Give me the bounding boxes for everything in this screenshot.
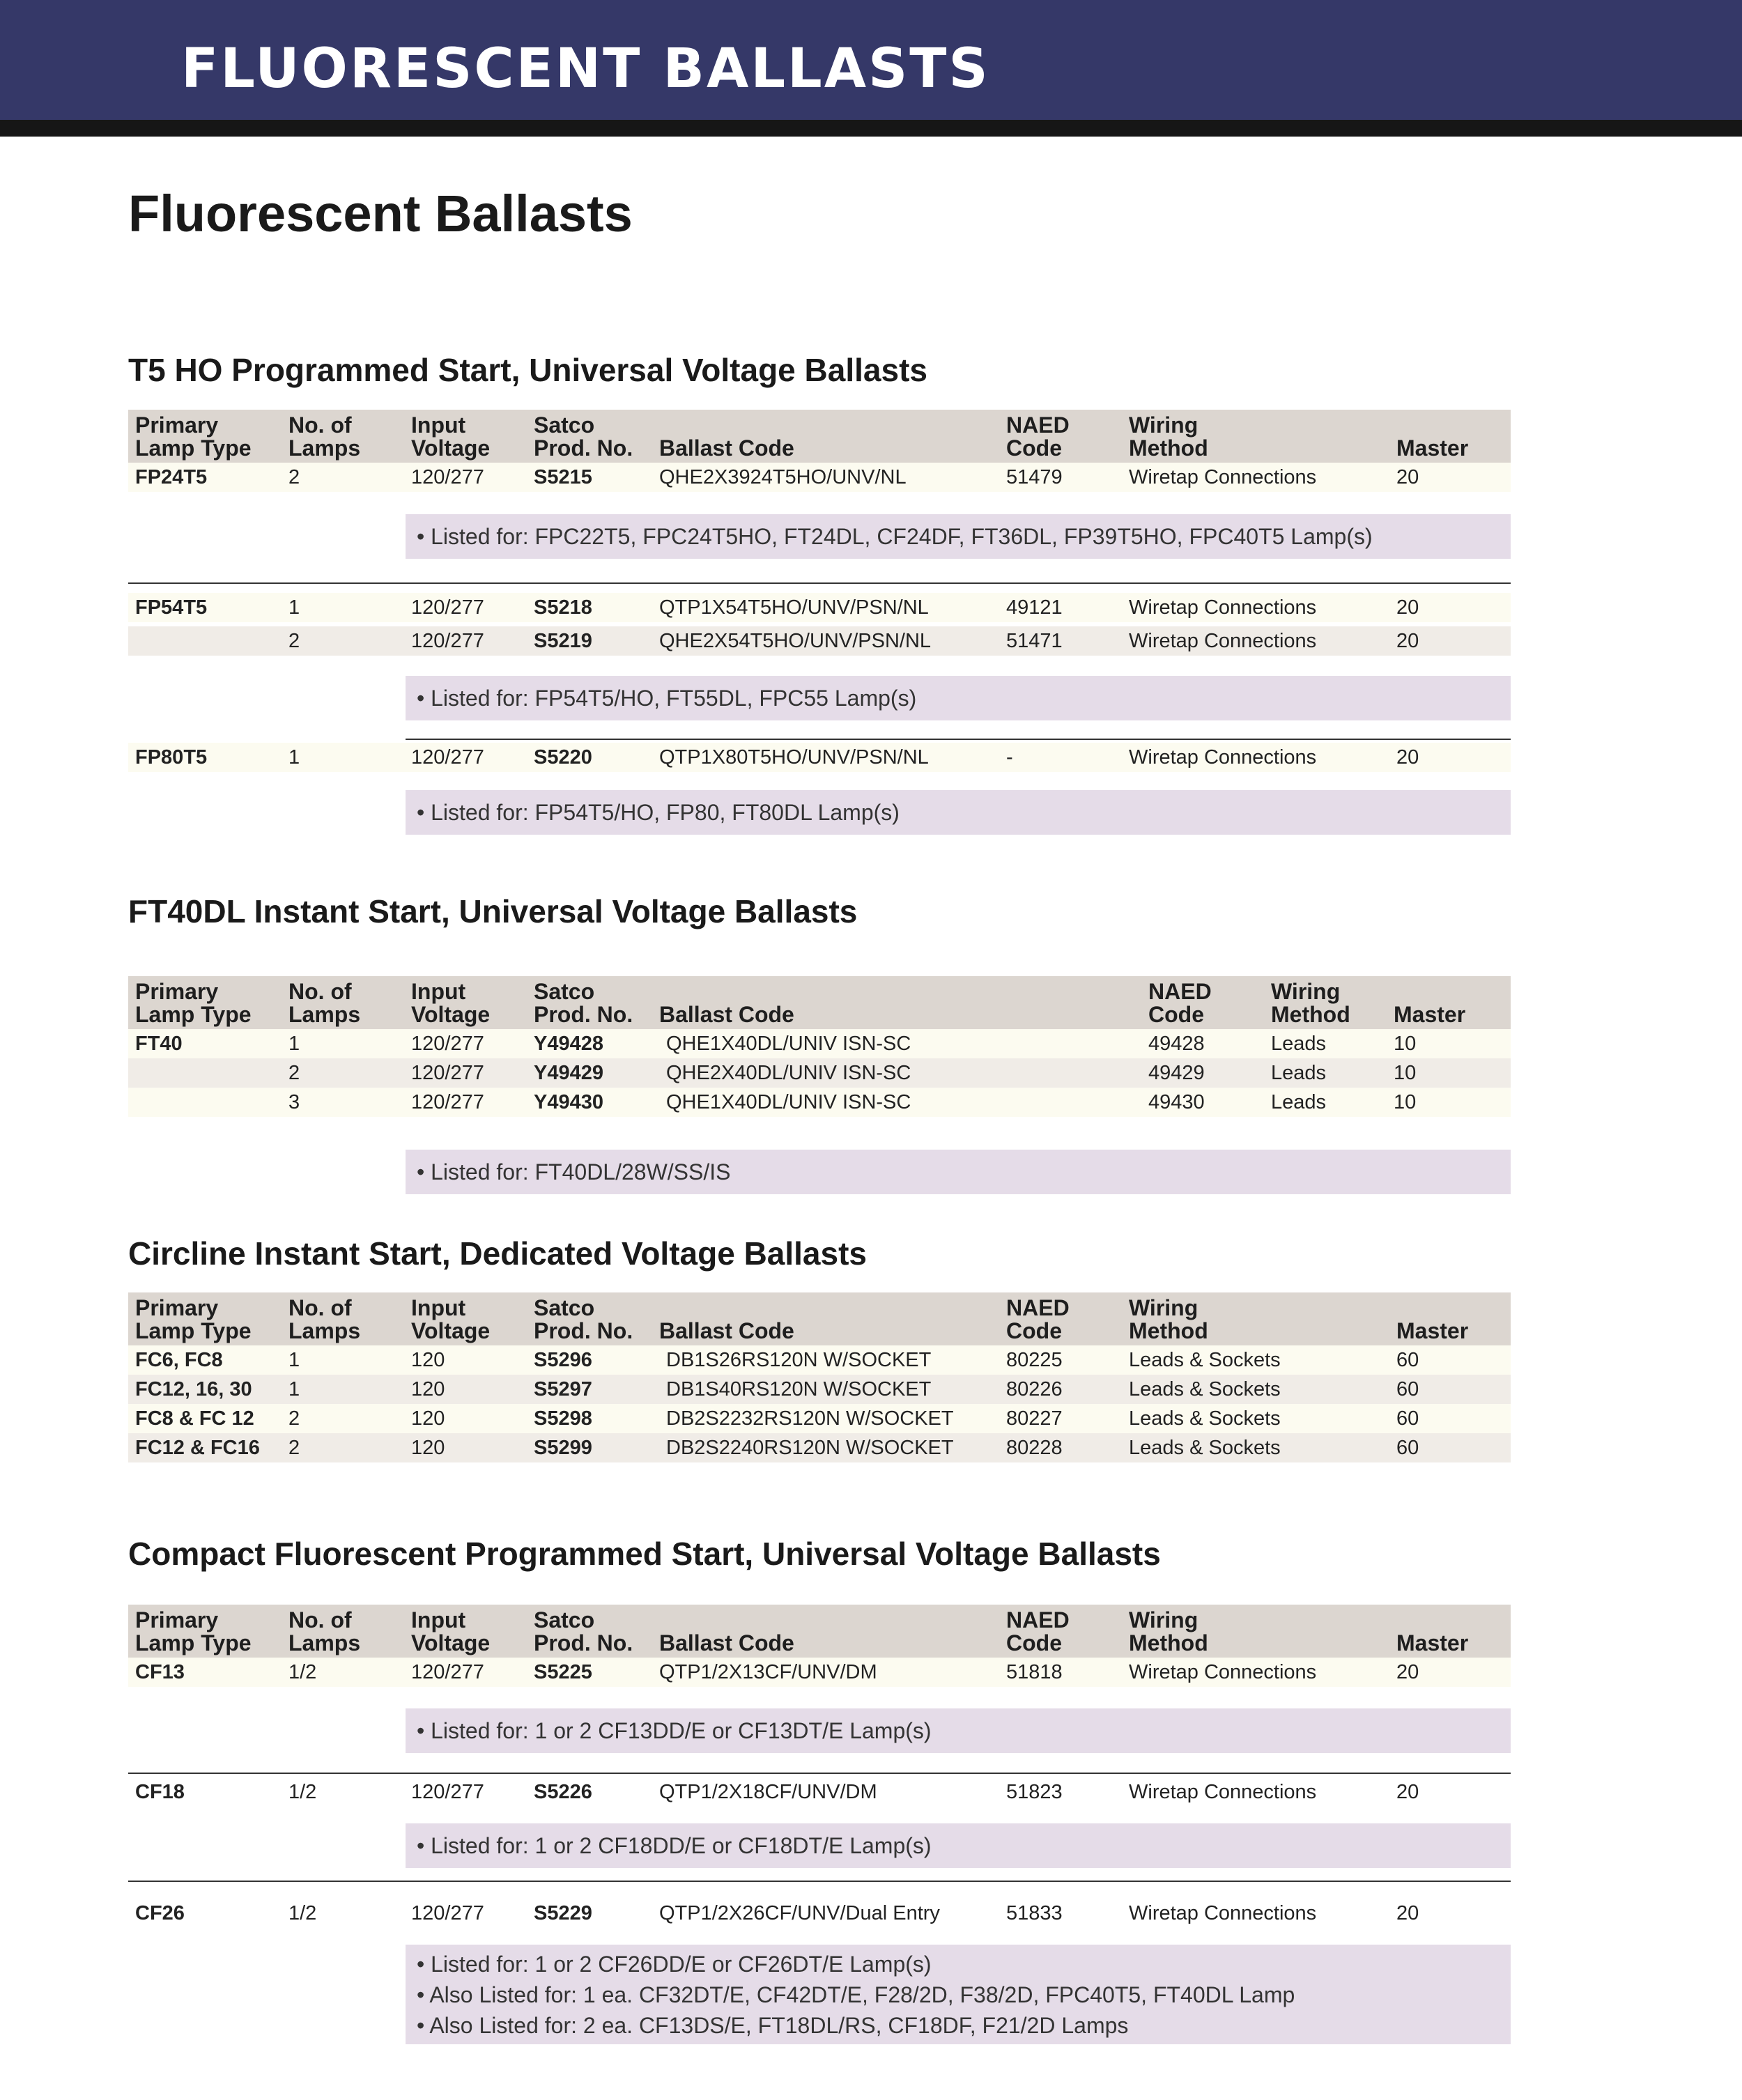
header-text: Voltage — [411, 1318, 491, 1343]
note-text: • Listed for: FP54T5/HO, FT55DL, FPC55 Lamp(s) — [417, 686, 917, 711]
cell-prod: S5215 — [534, 466, 592, 488]
cell-naed: 51818 — [1006, 1661, 1063, 1683]
header-text: Satco — [534, 412, 595, 438]
row-divider — [406, 739, 1511, 740]
col-header-lamps — [288, 980, 360, 1026]
table-header — [128, 1292, 1511, 1345]
col-header-lamp-type — [135, 980, 252, 1026]
header-text: Voltage — [411, 1630, 491, 1655]
col-header-wiring — [1129, 1609, 1208, 1655]
cell-voltage: 120/277 — [411, 466, 484, 488]
cell-lamp-type: CF26 — [135, 1902, 185, 1924]
cell-ballast: QTP1/2X13CF/UNV/DM — [659, 1661, 877, 1683]
cell-master: 60 — [1396, 1378, 1419, 1400]
cell-ballast: QHE2X3924T5HO/UNV/NL — [659, 466, 907, 488]
table-row — [128, 1777, 1511, 1807]
cell-wiring: Leads — [1271, 1033, 1327, 1055]
cell-wiring: Leads & Sockets — [1129, 1437, 1281, 1459]
col-header-master: Master — [1396, 1630, 1469, 1655]
banner-divider — [0, 120, 1742, 137]
cell-master: 20 — [1396, 1781, 1419, 1803]
cell-lamps: 1 — [288, 746, 300, 769]
col-header-naed — [1006, 1297, 1070, 1343]
col-header-lamp-type — [135, 414, 252, 460]
listed-for-note — [406, 1945, 1511, 2044]
col-header-ballast: Ballast Code — [659, 1002, 794, 1027]
table-row — [128, 1088, 1511, 1117]
cell-lamps: 1 — [288, 1349, 300, 1371]
col-header-master: Master — [1396, 435, 1469, 461]
col-header-naed — [1006, 414, 1070, 460]
table-row — [128, 1058, 1511, 1088]
table-row — [128, 1658, 1511, 1687]
header-text: Primary — [135, 412, 219, 438]
note-text: • Listed for: FPC22T5, FPC24T5HO, FT24DL, CF24DF, FT36DL, FP39T5HO, FPC40T5 Lamp(s) — [417, 524, 1373, 549]
row-divider — [128, 582, 1511, 584]
header-text: Code — [1148, 1002, 1204, 1027]
header-text: NAED — [1006, 1607, 1070, 1632]
listed-for-note — [406, 514, 1511, 559]
listed-for-note — [406, 1823, 1511, 1868]
header-text: Lamps — [288, 1318, 361, 1343]
note-text: • Listed for: 1 or 2 CF18DD/E or CF18DT/E Lamp(s) — [417, 1833, 932, 1858]
table-row — [128, 463, 1511, 492]
cell-lamps: 2 — [288, 1407, 300, 1430]
header-text: Input — [411, 412, 466, 438]
header-text: Method — [1271, 1002, 1350, 1027]
header-text: Code — [1006, 435, 1062, 461]
table-header — [128, 1605, 1511, 1658]
table-row — [128, 1375, 1511, 1404]
header-text: Code — [1006, 1318, 1062, 1343]
header-text: Lamp Type — [135, 1630, 252, 1655]
cell-naed: 80225 — [1006, 1349, 1063, 1371]
cell-lamps: 2 — [288, 1437, 300, 1459]
cell-lamps: 2 — [288, 1062, 300, 1084]
listed-for-note — [406, 676, 1511, 720]
cell-lamp-type: FC6, FC8 — [135, 1349, 223, 1371]
cell-wiring: Wiretap Connections — [1129, 746, 1317, 769]
header-text: No. of — [288, 1295, 352, 1320]
cell-voltage: 120/277 — [411, 1781, 484, 1803]
header-text: Code — [1006, 1630, 1062, 1655]
cell-master: 20 — [1396, 746, 1419, 769]
header-text: No. of — [288, 412, 352, 438]
col-header-lamps — [288, 1609, 360, 1655]
listed-for-note — [406, 1708, 1511, 1753]
col-header-master: Master — [1396, 1318, 1469, 1343]
cell-master: 20 — [1396, 1661, 1419, 1683]
cell-naed: 51479 — [1006, 466, 1063, 488]
col-header-naed — [1006, 1609, 1070, 1655]
cell-ballast: DB2S2232RS120N W/SOCKET — [666, 1407, 954, 1430]
section-title-circline: Circline Instant Start, Dedicated Voltage Ballasts — [128, 1235, 867, 1272]
cell-ballast: QHE1X40DL/UNIV ISN-SC — [666, 1091, 911, 1113]
cell-lamps: 1 — [288, 1033, 300, 1055]
header-text: No. of — [288, 1607, 352, 1632]
cell-wiring: Leads & Sockets — [1129, 1378, 1281, 1400]
header-text: Lamps — [288, 1002, 361, 1027]
cell-lamp-type: FC8 & FC 12 — [135, 1407, 254, 1430]
cell-wiring: Wiretap Connections — [1129, 596, 1317, 619]
cell-lamps: 2 — [288, 466, 300, 488]
cell-master: 20 — [1396, 1902, 1419, 1924]
cell-prod: S5219 — [534, 630, 592, 652]
section-title-ft40dl: FT40DL Instant Start, Universal Voltage Ballasts — [128, 893, 858, 929]
cell-voltage: 120/277 — [411, 1661, 484, 1683]
section-title-compact-fluorescent: Compact Fluorescent Programmed Start, Universal Voltage Ballasts — [128, 1536, 1161, 1572]
header-text: Satco — [534, 1607, 595, 1632]
cell-prod: Y49428 — [534, 1033, 603, 1055]
cell-voltage: 120/277 — [411, 746, 484, 769]
table-row — [128, 1433, 1511, 1462]
cell-master: 60 — [1396, 1407, 1419, 1430]
note-text: • Listed for: 1 or 2 CF26DD/E or CF26DT/E Lamp(s) — [417, 1952, 932, 1977]
col-header-prod — [534, 980, 633, 1026]
header-text: Primary — [135, 1295, 219, 1320]
col-header-voltage — [411, 980, 490, 1026]
table-row — [128, 1404, 1511, 1433]
cell-naed: 80226 — [1006, 1378, 1063, 1400]
row-divider — [128, 1881, 1511, 1882]
banner-title: FLUORESCENT BALLASTS — [181, 38, 990, 100]
cell-ballast: DB2S2240RS120N W/SOCKET — [666, 1437, 954, 1459]
cell-naed: 51823 — [1006, 1781, 1063, 1803]
header-text: Method — [1129, 435, 1208, 461]
cell-lamps: 1/2 — [288, 1781, 317, 1803]
cell-master: 10 — [1394, 1062, 1417, 1084]
header-text: NAED — [1006, 412, 1070, 438]
col-header-voltage — [411, 1609, 490, 1655]
header-text: Input — [411, 1607, 466, 1632]
cell-lamp-type: CF18 — [135, 1781, 185, 1803]
cell-wiring: Wiretap Connections — [1129, 1902, 1317, 1924]
cell-lamp-type: FT40 — [135, 1033, 183, 1055]
cell-naed: 80227 — [1006, 1407, 1063, 1430]
cell-wiring: Leads — [1271, 1091, 1327, 1113]
cell-ballast: QHE2X54T5HO/UNV/PSN/NL — [659, 630, 932, 652]
cell-lamps: 3 — [288, 1091, 300, 1113]
header-text: NAED — [1148, 979, 1212, 1004]
cell-lamps: 2 — [288, 630, 300, 652]
cell-voltage: 120/277 — [411, 596, 484, 619]
header-text: Satco — [534, 979, 595, 1004]
cell-lamps: 1/2 — [288, 1661, 317, 1683]
cell-ballast: QTP1/2X18CF/UNV/DM — [659, 1781, 877, 1803]
cell-wiring: Leads — [1271, 1062, 1327, 1084]
cell-master: 20 — [1396, 596, 1419, 619]
header-text: Wiring — [1271, 979, 1341, 1004]
cell-ballast: QHE1X40DL/UNIV ISN-SC — [666, 1033, 911, 1055]
note-text: • Listed for: 1 or 2 CF13DD/E or CF13DT/E Lamp(s) — [417, 1718, 932, 1743]
col-header-prod — [534, 1609, 633, 1655]
header-text: Wiring — [1129, 1607, 1198, 1632]
cell-prod: Y49429 — [534, 1062, 603, 1084]
cell-lamps: 1 — [288, 596, 300, 619]
header-text: Prod. No. — [534, 1630, 633, 1655]
cell-prod: S5299 — [534, 1437, 592, 1459]
page-title: Fluorescent Ballasts — [128, 185, 633, 242]
cell-voltage: 120 — [411, 1349, 445, 1371]
table-header — [128, 976, 1511, 1029]
header-text: Primary — [135, 1607, 219, 1632]
col-header-ballast: Ballast Code — [659, 1630, 794, 1655]
cell-voltage: 120/277 — [411, 630, 484, 652]
header-text: Voltage — [411, 1002, 491, 1027]
col-header-lamps — [288, 414, 360, 460]
cell-voltage: 120/277 — [411, 1902, 484, 1924]
header-text: Prod. No. — [534, 435, 633, 461]
table-row — [128, 1345, 1511, 1375]
note-text: • Listed for: FT40DL/28W/SS/IS — [417, 1159, 731, 1184]
col-header-master: Master — [1394, 1002, 1466, 1027]
header-text: Method — [1129, 1318, 1208, 1343]
header-text: Input — [411, 1295, 466, 1320]
header-text: No. of — [288, 979, 352, 1004]
cell-prod: S5218 — [534, 596, 592, 619]
cell-master: 60 — [1396, 1349, 1419, 1371]
note-text: • Also Listed for: 1 ea. CF32DT/E, CF42DT/E, F28/2D, F38/2D, FPC40T5, FT40DL Lamp — [417, 1982, 1295, 2007]
cell-prod: Y49430 — [534, 1091, 603, 1113]
cell-ballast: QTP1/2X26CF/UNV/Dual Entry — [659, 1902, 940, 1924]
cell-prod: S5220 — [534, 746, 592, 769]
col-header-lamps — [288, 1297, 360, 1343]
cell-lamp-type: CF13 — [135, 1661, 185, 1683]
cell-naed: - — [1006, 746, 1013, 769]
cell-wiring: Wiretap Connections — [1129, 1661, 1317, 1683]
table-row — [128, 1899, 1511, 1928]
col-header-wiring — [1271, 980, 1350, 1026]
note-text: • Listed for: FP54T5/HO, FP80, FT80DL Lamp(s) — [417, 800, 900, 825]
col-header-lamp-type — [135, 1609, 252, 1655]
cell-voltage: 120 — [411, 1378, 445, 1400]
header-text: Wiring — [1129, 1295, 1198, 1320]
header-text: Input — [411, 979, 466, 1004]
header-text: Wiring — [1129, 412, 1198, 438]
table-header — [128, 410, 1511, 463]
cell-lamps: 1 — [288, 1378, 300, 1400]
cell-prod: S5229 — [534, 1902, 592, 1924]
section-title-t5ho: T5 HO Programmed Start, Universal Voltage Ballasts — [128, 352, 927, 388]
cell-naed: 49430 — [1148, 1091, 1205, 1113]
cell-ballast: QTP1X54T5HO/UNV/PSN/NL — [659, 596, 929, 619]
header-text: NAED — [1006, 1295, 1070, 1320]
cell-wiring: Wiretap Connections — [1129, 630, 1317, 652]
cell-voltage: 120/277 — [411, 1091, 484, 1113]
cell-prod: S5298 — [534, 1407, 592, 1430]
cell-voltage: 120 — [411, 1437, 445, 1459]
cell-prod: S5297 — [534, 1378, 592, 1400]
listed-for-note — [406, 790, 1511, 835]
cell-wiring: Leads & Sockets — [1129, 1349, 1281, 1371]
cell-master: 20 — [1396, 466, 1419, 488]
cell-voltage: 120/277 — [411, 1033, 484, 1055]
col-header-ballast: Ballast Code — [659, 435, 794, 461]
table-row — [128, 743, 1511, 772]
cell-wiring: Wiretap Connections — [1129, 466, 1317, 488]
cell-lamp-type: FP24T5 — [135, 466, 208, 488]
header-text: Primary — [135, 979, 219, 1004]
cell-lamps: 1/2 — [288, 1902, 317, 1924]
cell-prod: S5225 — [534, 1661, 592, 1683]
cell-lamp-type: FC12 & FC16 — [135, 1437, 260, 1459]
header-text: Prod. No. — [534, 1002, 633, 1027]
cell-wiring: Wiretap Connections — [1129, 1781, 1317, 1803]
header-text: Prod. No. — [534, 1318, 633, 1343]
cell-naed: 49121 — [1006, 596, 1063, 619]
col-header-wiring — [1129, 1297, 1208, 1343]
cell-ballast: DB1S40RS120N W/SOCKET — [666, 1378, 932, 1400]
header-text: Method — [1129, 1630, 1208, 1655]
cell-naed: 80228 — [1006, 1437, 1063, 1459]
table-row — [128, 1029, 1511, 1058]
cell-voltage: 120/277 — [411, 1062, 484, 1084]
col-header-voltage — [411, 414, 490, 460]
cell-master: 10 — [1394, 1033, 1417, 1055]
cell-master: 10 — [1394, 1091, 1417, 1113]
cell-naed: 49428 — [1148, 1033, 1205, 1055]
note-text: • Also Listed for: 2 ea. CF13DS/E, FT18DL/RS, CF18DF, F21/2D Lamps — [417, 2013, 1129, 2038]
col-header-voltage — [411, 1297, 490, 1343]
header-text: Voltage — [411, 435, 491, 461]
cell-wiring: Leads & Sockets — [1129, 1407, 1281, 1430]
header-text: Lamp Type — [135, 435, 252, 461]
cell-naed: 51471 — [1006, 630, 1063, 652]
cell-ballast: QHE2X40DL/UNIV ISN-SC — [666, 1062, 911, 1084]
col-header-prod — [534, 414, 633, 460]
cell-voltage: 120 — [411, 1407, 445, 1430]
table-row — [128, 626, 1511, 656]
cell-prod: S5296 — [534, 1349, 592, 1371]
cell-lamp-type: FP54T5 — [135, 596, 208, 619]
col-header-naed — [1148, 980, 1212, 1026]
col-header-lamp-type — [135, 1297, 252, 1343]
col-header-ballast: Ballast Code — [659, 1318, 794, 1343]
header-text: Lamps — [288, 435, 361, 461]
cell-master: 60 — [1396, 1437, 1419, 1459]
cell-naed: 51833 — [1006, 1902, 1063, 1924]
cell-lamp-type: FC12, 16, 30 — [135, 1378, 252, 1400]
cell-lamp-type: FP80T5 — [135, 746, 208, 769]
header-text: Lamps — [288, 1630, 361, 1655]
header-text: Lamp Type — [135, 1318, 252, 1343]
col-header-prod — [534, 1297, 633, 1343]
header-text: Satco — [534, 1295, 595, 1320]
cell-ballast: DB1S26RS120N W/SOCKET — [666, 1349, 932, 1371]
row-divider — [128, 1773, 1511, 1774]
cell-ballast: QTP1X80T5HO/UNV/PSN/NL — [659, 746, 929, 769]
cell-prod: S5226 — [534, 1781, 592, 1803]
col-header-wiring — [1129, 414, 1208, 460]
table-row — [128, 593, 1511, 622]
header-text: Lamp Type — [135, 1002, 252, 1027]
listed-for-note — [406, 1150, 1511, 1194]
cell-master: 20 — [1396, 630, 1419, 652]
cell-naed: 49429 — [1148, 1062, 1205, 1084]
